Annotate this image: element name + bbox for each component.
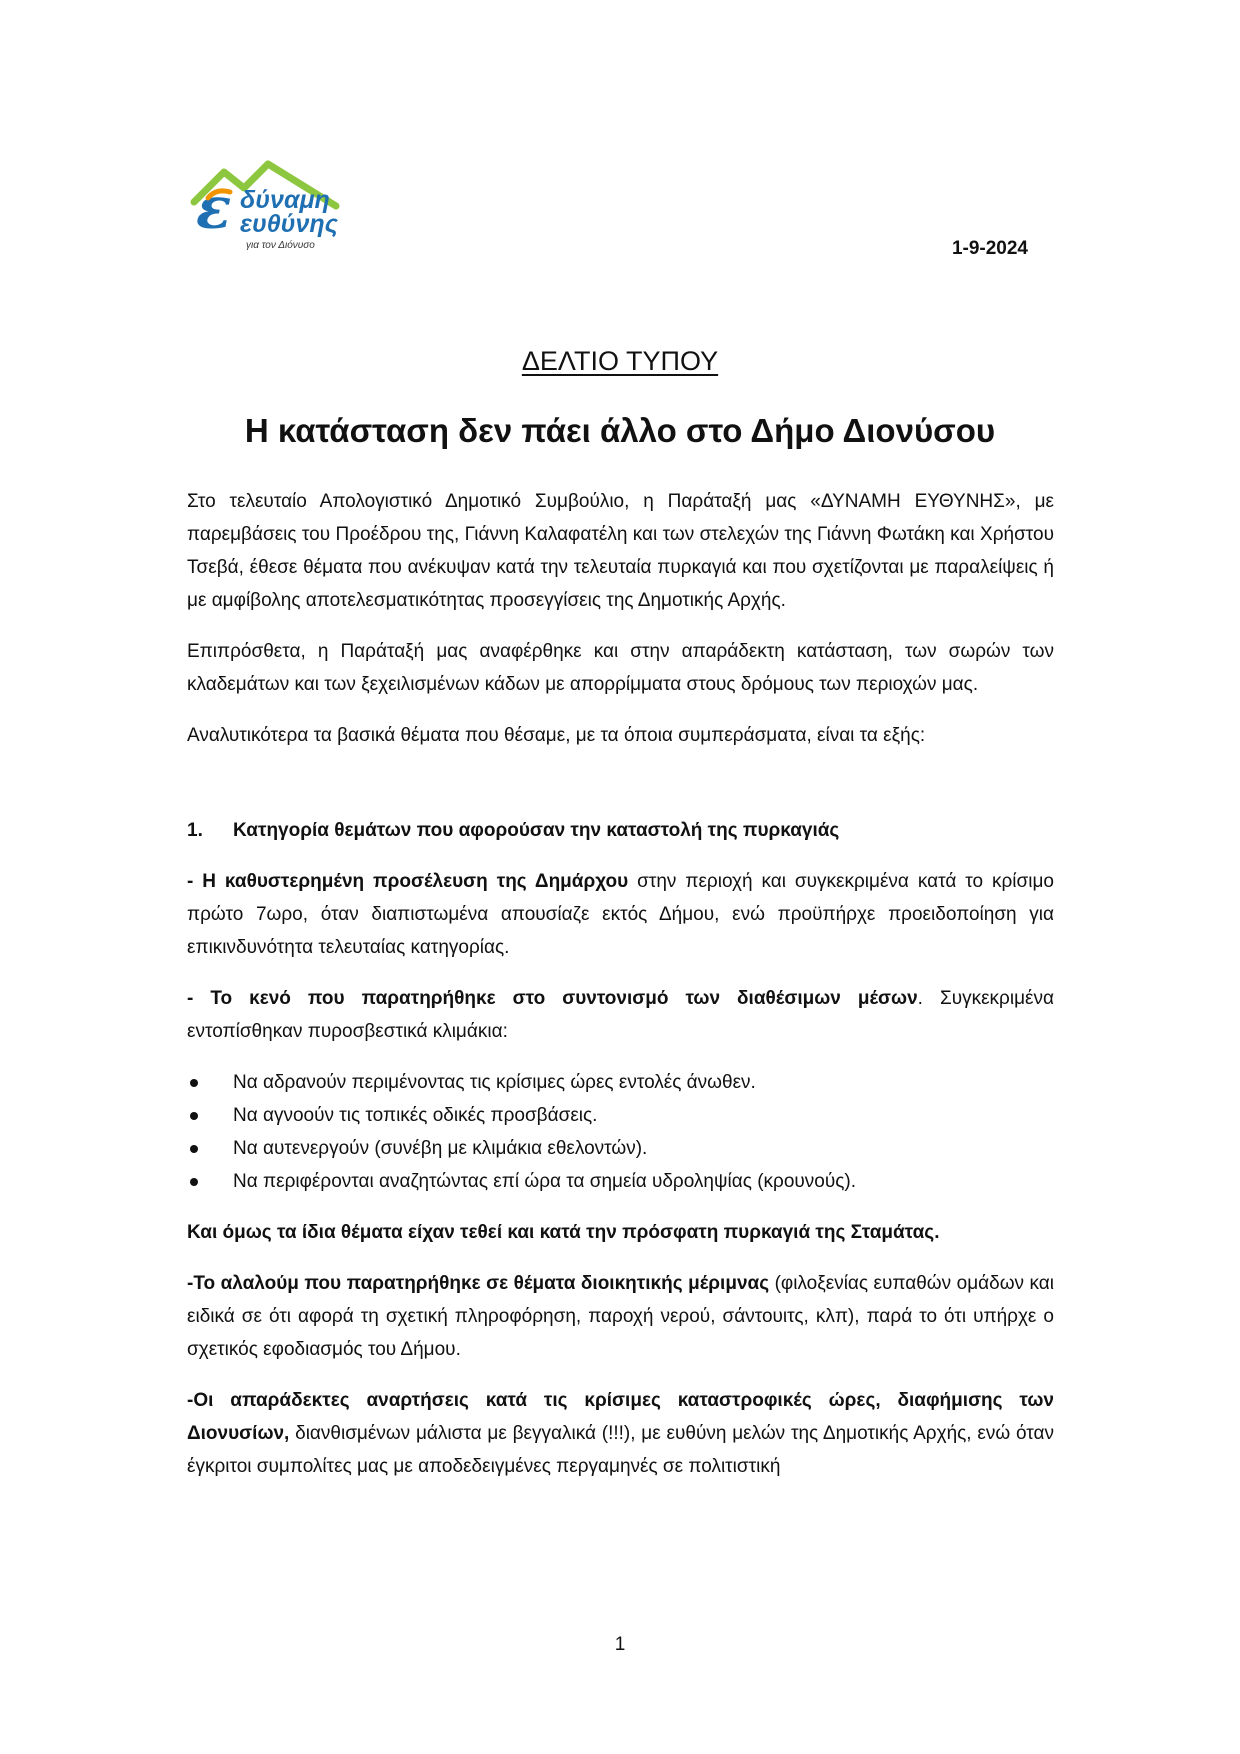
issue-administrative bbox=[187, 1267, 1054, 1366]
list-item: Να αγνοούν τις τοπικές οδικές προσβάσεις. bbox=[187, 1099, 1054, 1132]
issue-coordination-text: . Συγκεκριμένα εντοπίσθηκαν πυροσβεστικά κλιμάκια: bbox=[187, 988, 1054, 1042]
issue-posts-text: διανθισμένων μάλιστα με βεγγαλικά (!!!), με ευθύνη μελών της Δημοτικής Αρχής, ενώ όταν έγκριτοι συμπολίτες μας με αποδεδειγμένες περγαμηνές σε πολιτιστική bbox=[187, 1423, 1054, 1477]
bullet-icon bbox=[187, 1066, 233, 1099]
bullet-list bbox=[187, 1066, 1054, 1198]
issue-coordination bbox=[187, 982, 1054, 1048]
stamata-note: Και όμως τα ίδια θέματα είχαν τεθεί και κατά την πρόσφατη πυρκαγιά της Σταμάτας. bbox=[187, 1222, 940, 1243]
headline: Η κατάσταση δεν πάει άλλο στο Δήμο Διονύσου bbox=[244, 412, 996, 449]
paragraph-additional: Επιπρόσθετα, η Παράταξή μας αναφέρθηκε και στην απαράδεκτη κατάσταση, των σωρών των κλαδεμάτων και των ξεχειλισμένων κάδων με απορρίμματα στους δρόμους των περιοχών μας. bbox=[187, 641, 1054, 695]
release-date: 1-9-2024 bbox=[951, 238, 1028, 259]
svg-text:ευθύνης: ευθύνης bbox=[240, 210, 338, 238]
issue-posts-bold: -Οι απαράδεκτες αναρτήσεις κατά τις κρίσιμες καταστροφικές ώρες, διαφήμισης των Διονυσίων, bbox=[187, 1390, 1054, 1444]
issue-mayor-delay bbox=[187, 865, 1054, 964]
list-item: Να περιφέρονται αναζητώντας επί ώρα τα σημεία υδροληψίας (κρουνούς). bbox=[187, 1165, 1054, 1198]
paragraph-intro: Στο τελευταίο Απολογιστικό Δημοτικό Συμβούλιο, η Παράταξή μας «ΔΥΝΑΜΗ ΕΥΘΥΝΗΣ», με παρεμβάσεις του Προέδρου της, Γιάννη Καλαφατέλη και των στελεχών της Γιάννη Φωτάκη και Χρήστου Τσεβά, έθεσε θέματα που ανέκυψαν κατά την τελευταία πυρκαγιά και που σχετίζονται με παραλείψεις ή με αμφίβολης αποτελεσματικότητας προσεγγίσεις της Δημοτικής Αρχής. bbox=[187, 491, 1054, 611]
bullet-icon bbox=[187, 1099, 233, 1132]
section-number: 1. bbox=[187, 820, 203, 841]
section-title: Κατηγορία θεμάτων που αφορούσαν την καταστολή της πυρκαγιάς bbox=[233, 820, 840, 841]
svg-text:για τον Διόνυσο: για τον Διόνυσο bbox=[246, 240, 315, 251]
issue-mayor-delay-text: στην περιοχή και συγκεκριμένα κατά το κρίσιμο πρώτο 7ωρο, όταν διαπιστωμένα απουσίαζε εκτός Δήμου, ενώ προϋπήρχε προειδοποίηση για επικινδυνότητα τελευταίας κατηγορίας. bbox=[187, 871, 1054, 958]
document-body bbox=[187, 485, 1054, 1501]
list-item: Να αυτενεργούν (συνέβη με κλιμάκια εθελοντών). bbox=[187, 1132, 1054, 1165]
party-logo bbox=[186, 158, 362, 256]
issue-administrative-bold: -Το αλαλούμ που παρατηρήθηκε σε θέματα διοικητικής μέριμνας bbox=[187, 1273, 770, 1294]
issue-coordination-bold: - Το κενό που παρατηρήθηκε στο συντονισμό των διαθέσιμων μέσων bbox=[187, 988, 918, 1009]
issue-mayor-delay-bold: - Η καθυστερημένη προσέλευση της Δημάρχου bbox=[187, 871, 629, 892]
issue-administrative-text: (φιλοξενίας ευπαθών ομάδων και ειδικά σε ότι αφορά τη σχετική πληροφόρηση, παροχή νερού, σάντουιτς, κλπ), παρά το ότι υπήρχε ο σχετικός εφοδιασμός του Δήμου. bbox=[187, 1273, 1054, 1360]
svg-text:ε: ε bbox=[196, 174, 232, 242]
bullet-icon bbox=[187, 1165, 233, 1198]
issue-posts bbox=[187, 1384, 1054, 1483]
bullet-icon bbox=[187, 1132, 233, 1165]
paragraph-summary: Αναλυτικότερα τα βασικά θέματα που θέσαμε, με τα όποια συμπεράσματα, είναι τα εξής: bbox=[187, 725, 926, 746]
section-heading bbox=[187, 814, 1054, 847]
logo-graphic bbox=[186, 158, 362, 256]
press-release-label: ΔΕΛΤΙΟ ΤΥΠΟΥ bbox=[521, 346, 719, 376]
page-number: 1 bbox=[614, 1634, 626, 1655]
svg-text:δύναμη: δύναμη bbox=[240, 186, 330, 214]
list-item: Να αδρανούν περιμένοντας τις κρίσιμες ώρες εντολές άνωθεν. bbox=[187, 1066, 1054, 1099]
